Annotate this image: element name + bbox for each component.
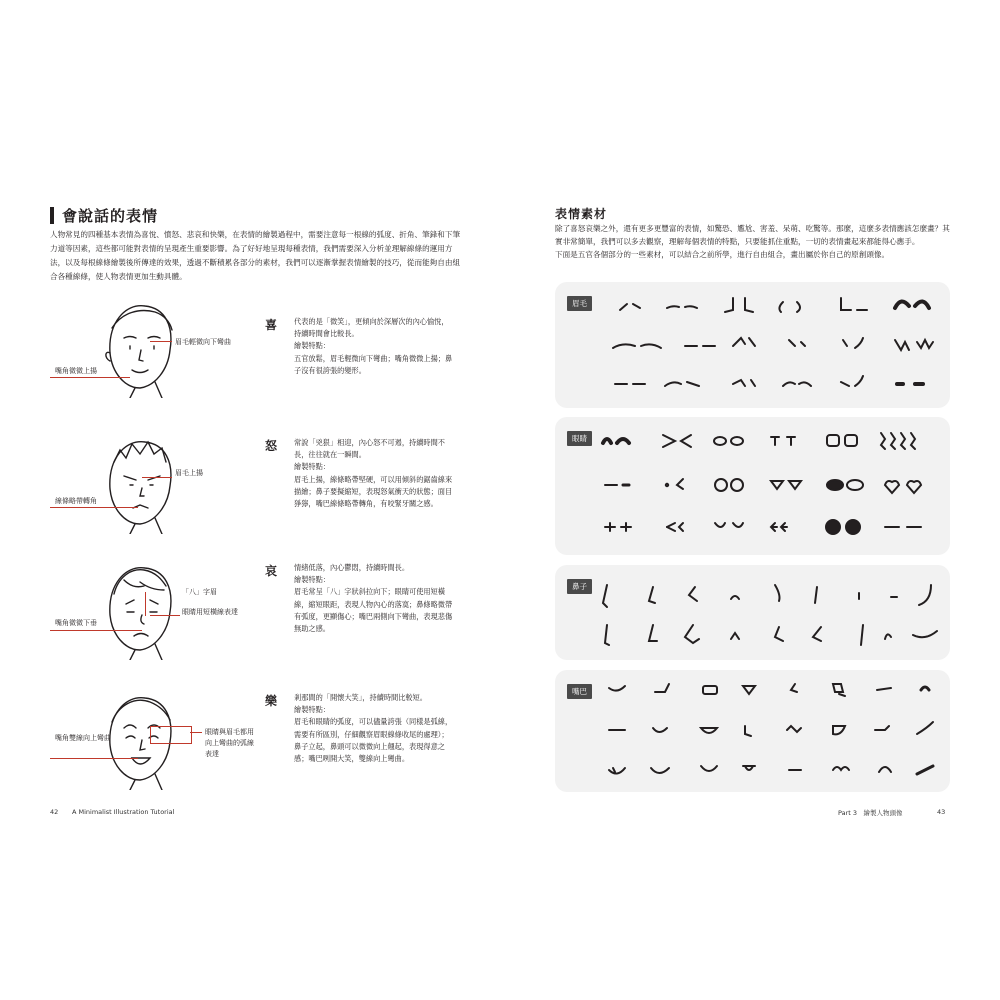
nose-glyphs [595, 573, 945, 655]
panel-label: 嘴巴 [567, 684, 592, 699]
callout-label: 線條略帶轉角 [55, 497, 97, 505]
callout-label: 眼睛用短橫線表達 [182, 608, 238, 616]
emotion-description: 代表的是「微笑」，更傾向於深層次的內心愉悅，持續時間會比較長。 繪製特點： 五官放鬆，眉毛輕微向下彎曲；嘴角微微上揚；鼻子沒有很誇張的變形。 [294, 317, 453, 375]
emotion-description: 剎那間的「開懷大笑」，持續時間比較短。 繪製特點： 眉毛和眼睛的弧度，可以儘量誇張（同樣是弧線，需要有所區別，仔細觀察眉眼線條收尾的處理）；鼻子立起，鼻頭可以微微向上翹起，表現得意之感；嘴巴咧開大笑，雙線向上彎曲。 [294, 693, 453, 764]
callout-label: 嘴角微微下垂 [55, 619, 97, 627]
callout-line [142, 477, 172, 478]
callout-label: 眼睛與眉毛都用向上彎曲的弧線表達 [205, 728, 254, 758]
callout-line [150, 615, 180, 616]
callout-line [145, 592, 146, 616]
callout-label: 嘴角微微上揚 [55, 367, 97, 375]
nose-panel [555, 565, 950, 660]
panel-label: 鼻子 [567, 579, 592, 594]
emotion-char: 怒 [265, 439, 278, 453]
callout-box [150, 726, 192, 744]
mouth-panel [555, 670, 950, 792]
emotion-char: 樂 [265, 694, 278, 708]
left-page-heading: 會說話的表情 [62, 207, 159, 225]
heading-bar [50, 207, 54, 224]
eye-panel [555, 417, 950, 555]
right-page-intro: 除了喜怒哀樂之外，還有更多更豐富的表情，如驚恐、尷尬、害羞、呆萌、吃驚等。那麼，這麼多表情應該怎麼畫？其實非常簡單，我們可以多去觀察，理解每個表情的特點，只要能抓住重點，一切的表情畫起來都能得心應手。 下面是五官各個部分的一些素材，可以結合之前所學，進行自由組合，畫出屬於你自己的原創頭像。 [555, 224, 950, 259]
left-page-intro: 人物常見的四種基本表情為喜悅、憤怒、悲哀和快樂，在表情的繪製過程中，需要注意每一根線的弧度、折角、筆鋒和下筆力道等因素，這些都可能對表情的呈現產生重要影響。為了好好地呈現每種表情，我們需要深入分析並理解線條的運用方法，以及每根線條繪製後所傳達的效果，透過不斷積累各部分的素材，我們可以逐漸掌握表情繪製的技巧，從而能夠自由組合各種線條，使人物表情更加生動具體。 [50, 230, 461, 281]
eye-glyphs [595, 427, 945, 547]
callout-line [50, 630, 142, 631]
right-page-number: 43 [937, 808, 946, 816]
eyebrow-panel [555, 282, 950, 408]
right-footer-part: Part 3 繪製人物頭像 [838, 809, 903, 817]
callout-label: 「八」字眉 [182, 588, 217, 596]
sad-face-illustration [100, 560, 180, 660]
callout-line [50, 507, 138, 508]
callout-line [50, 758, 138, 759]
left-page-number: 42 [50, 808, 59, 816]
callout-line [50, 377, 130, 378]
callout-line [190, 732, 202, 733]
emotion-description: 常說「兇狠」相迎，內心怒不可遏，持續時間不長，往往就在一瞬間。 繪製特點： 眉毛上揚，線條略帶堅硬，可以用傾斜的鋸齒線來描繪；鼻子要擬縮短，表現怒氣衝天的狀態；面目猙獰，嘴巴線條略帶轉角，有咬緊牙關之感。 [294, 438, 453, 509]
panel-label: 眼睛 [567, 431, 592, 446]
callout-line [150, 341, 172, 342]
callout-label: 眉毛上揚 [175, 469, 203, 477]
left-footer-title: A Minimalist Illustration Tutorial [72, 808, 175, 816]
angry-face-illustration [100, 434, 180, 534]
callout-label: 眉毛輕微向下彎曲 [175, 338, 231, 346]
panel-label: 眉毛 [567, 296, 592, 311]
emotion-char: 哀 [265, 564, 278, 578]
mouth-glyphs [595, 678, 945, 786]
happy-face-illustration [100, 298, 180, 398]
eyebrow-glyphs [605, 290, 945, 400]
callout-label: 嘴角雙線向上彎曲 [55, 734, 111, 742]
right-page-heading: 表情素材 [555, 207, 608, 221]
emotion-description: 情緒低落，內心鬱悶，持續時間長。 繪製特點： 眉毛常呈「八」字狀斜拉向下；眼睛可使用短橫線，縮短眼距，表現人物內心的落寞；鼻條略微帶有弧度，更顯傷心；嘴巴兩側向下彎曲，表現悲傷無助之感。 [294, 563, 453, 634]
emotion-char: 喜 [265, 318, 278, 332]
